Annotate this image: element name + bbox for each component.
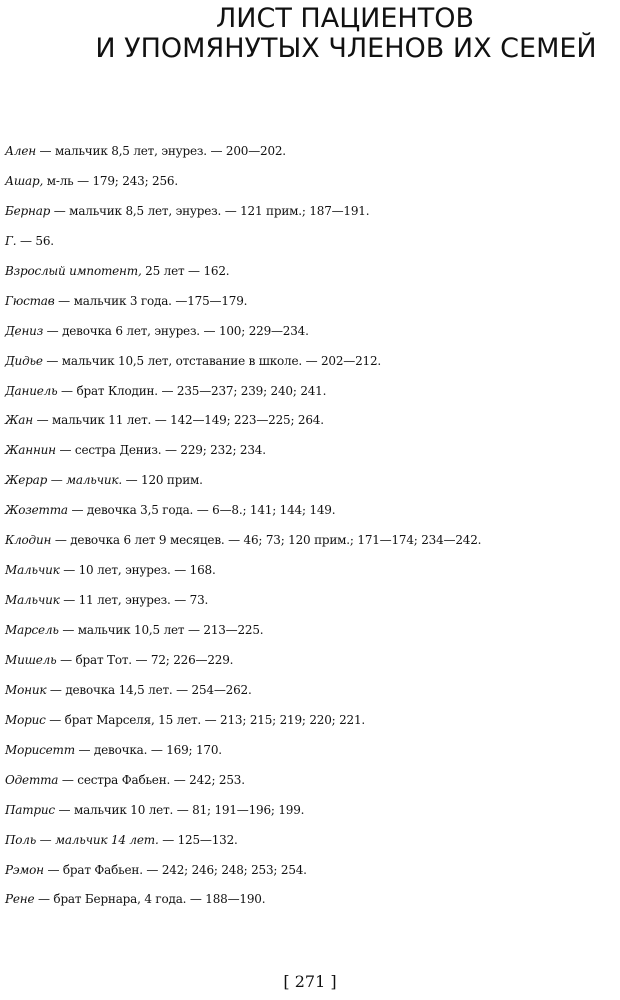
entry-name: Жаннин: [5, 443, 56, 458]
entry-name: Патрис: [5, 802, 55, 817]
list-item: [5, 766, 620, 796]
list-item: [5, 496, 620, 526]
entry-text: — 125—132.: [158, 832, 238, 847]
entry-text: — мальчик 3 года. —175—179.: [54, 293, 248, 308]
list-item: [5, 436, 620, 466]
list-item: [5, 317, 620, 347]
entry-name: Морис: [5, 712, 46, 727]
entry-name: Мальчик: [5, 593, 60, 608]
entry-text: — сестра Фабьен. — 242; 253.: [58, 772, 245, 787]
entry-text: — 120 прим.: [121, 473, 203, 488]
list-item: [5, 257, 620, 287]
entry-text: — мальчик 10 лет. — 81; 191—196; 199.: [54, 802, 305, 817]
page-title-line-1: ЛИСТ ПАЦИЕНТОВ: [216, 3, 474, 34]
entry-name: Рэмон: [5, 862, 44, 877]
entry-text: — брат Тот. — 72; 226—229.: [56, 652, 234, 667]
list-item: [5, 347, 620, 377]
entry-name: Бернар: [5, 203, 51, 218]
list-item: [5, 646, 620, 676]
entry-name: Мальчик: [5, 563, 60, 578]
list-item: [5, 556, 620, 586]
list-item: [5, 856, 620, 886]
list-item: [5, 826, 620, 856]
entry-text: — мальчик 10,5 лет — 213—225.: [58, 623, 264, 637]
entry-name: Марсель: [5, 623, 59, 637]
entry-text: — брат Марселя, 15 лет. — 213; 215; 219; 220; 221.: [45, 712, 366, 727]
entry-name: Одетта: [5, 772, 59, 787]
list-item: [5, 586, 620, 616]
entry-text: — мальчик 8,5 лет, энурез. — 121 прим.; 187—191.: [50, 203, 370, 218]
list-item: [5, 885, 620, 915]
entry-name: Рене: [5, 892, 35, 907]
entry-name: Г.: [5, 233, 17, 248]
list-item: [5, 796, 620, 826]
list-item: [5, 137, 620, 167]
list-item: [5, 167, 620, 197]
entry-text: — 56.: [16, 233, 54, 248]
entry-name: Морисетт: [5, 742, 75, 757]
entry-name: Мишель: [5, 652, 57, 667]
list-item: [5, 736, 620, 766]
entry-text: — девочка 6 лет, энурез. — 100; 229—234.: [43, 323, 309, 338]
entry-name: Жерар — мальчик.: [5, 473, 122, 488]
list-item: [5, 466, 620, 496]
list-item: [5, 526, 620, 556]
entry-name: Гюстав: [5, 293, 55, 308]
list-item: [5, 227, 620, 257]
entry-text: — девочка 14,5 лет. — 254—262.: [46, 682, 252, 697]
entry-text: — брат Фабьен. — 242; 246; 248; 253; 254.: [43, 862, 307, 877]
entry-text: 25 лет — 162.: [141, 263, 230, 278]
entry-text: — 11 лет, энурез. — 73.: [59, 593, 209, 608]
entry-name: Ален: [5, 144, 36, 158]
entry-text: — мальчик 8,5 лет, энурез. — 200—202.: [35, 144, 286, 158]
list-item: [5, 377, 620, 407]
entry-text: — сестра Дениз. — 229; 232; 234.: [55, 443, 266, 458]
entry-name: Жан: [5, 413, 33, 428]
entry-name: Поль — мальчик 14 лет.: [5, 832, 159, 847]
list-item: [5, 197, 620, 227]
entry-text: — брат Клодин. — 235—237; 239; 240; 241.: [57, 383, 327, 398]
entry-name: Дениз: [5, 323, 44, 338]
list-item: [5, 406, 620, 436]
entry-name: Моник: [5, 682, 47, 697]
entry-text: — брат Бернара, 4 года. — 188—190.: [34, 892, 266, 907]
page-title: [0, 4, 620, 64]
page-number: [ 271 ]: [283, 972, 337, 991]
list-item: [5, 706, 620, 736]
entry-name: Взрослый импотент,: [5, 263, 142, 278]
entry-text: — 10 лет, энурез. — 168.: [59, 563, 216, 578]
entry-text: — девочка. — 169; 170.: [74, 742, 222, 757]
entry-text: — девочка 6 лет 9 месяцев. — 46; 73; 120 прим.; 171—174; 234—242.: [51, 533, 482, 548]
list-item: [5, 287, 620, 317]
list-item: [5, 616, 620, 646]
entry-name: Клодин: [5, 533, 52, 548]
patient-list: [5, 137, 620, 915]
entry-text: — мальчик 10,5 лет, отставание в школе. — 202—212.: [42, 353, 382, 368]
page-title-line-2: И УПОМЯНУТЫХ ЧЛЕНОВ ИХ СЕМЕЙ: [95, 33, 597, 64]
entry-text: — девочка 3,5 года. — 6—8.; 141; 144; 149.: [67, 503, 336, 518]
entry-name: Дидье: [5, 353, 43, 368]
entry-name: Даниель: [5, 383, 58, 398]
entry-name: Ашар,: [5, 173, 44, 188]
entry-text: м-ль — 179; 243; 256.: [43, 173, 178, 188]
list-item: [5, 676, 620, 706]
entry-text: — мальчик 11 лет. — 142—149; 223—225; 264.: [32, 413, 324, 428]
entry-name: Жозетта: [5, 503, 68, 518]
